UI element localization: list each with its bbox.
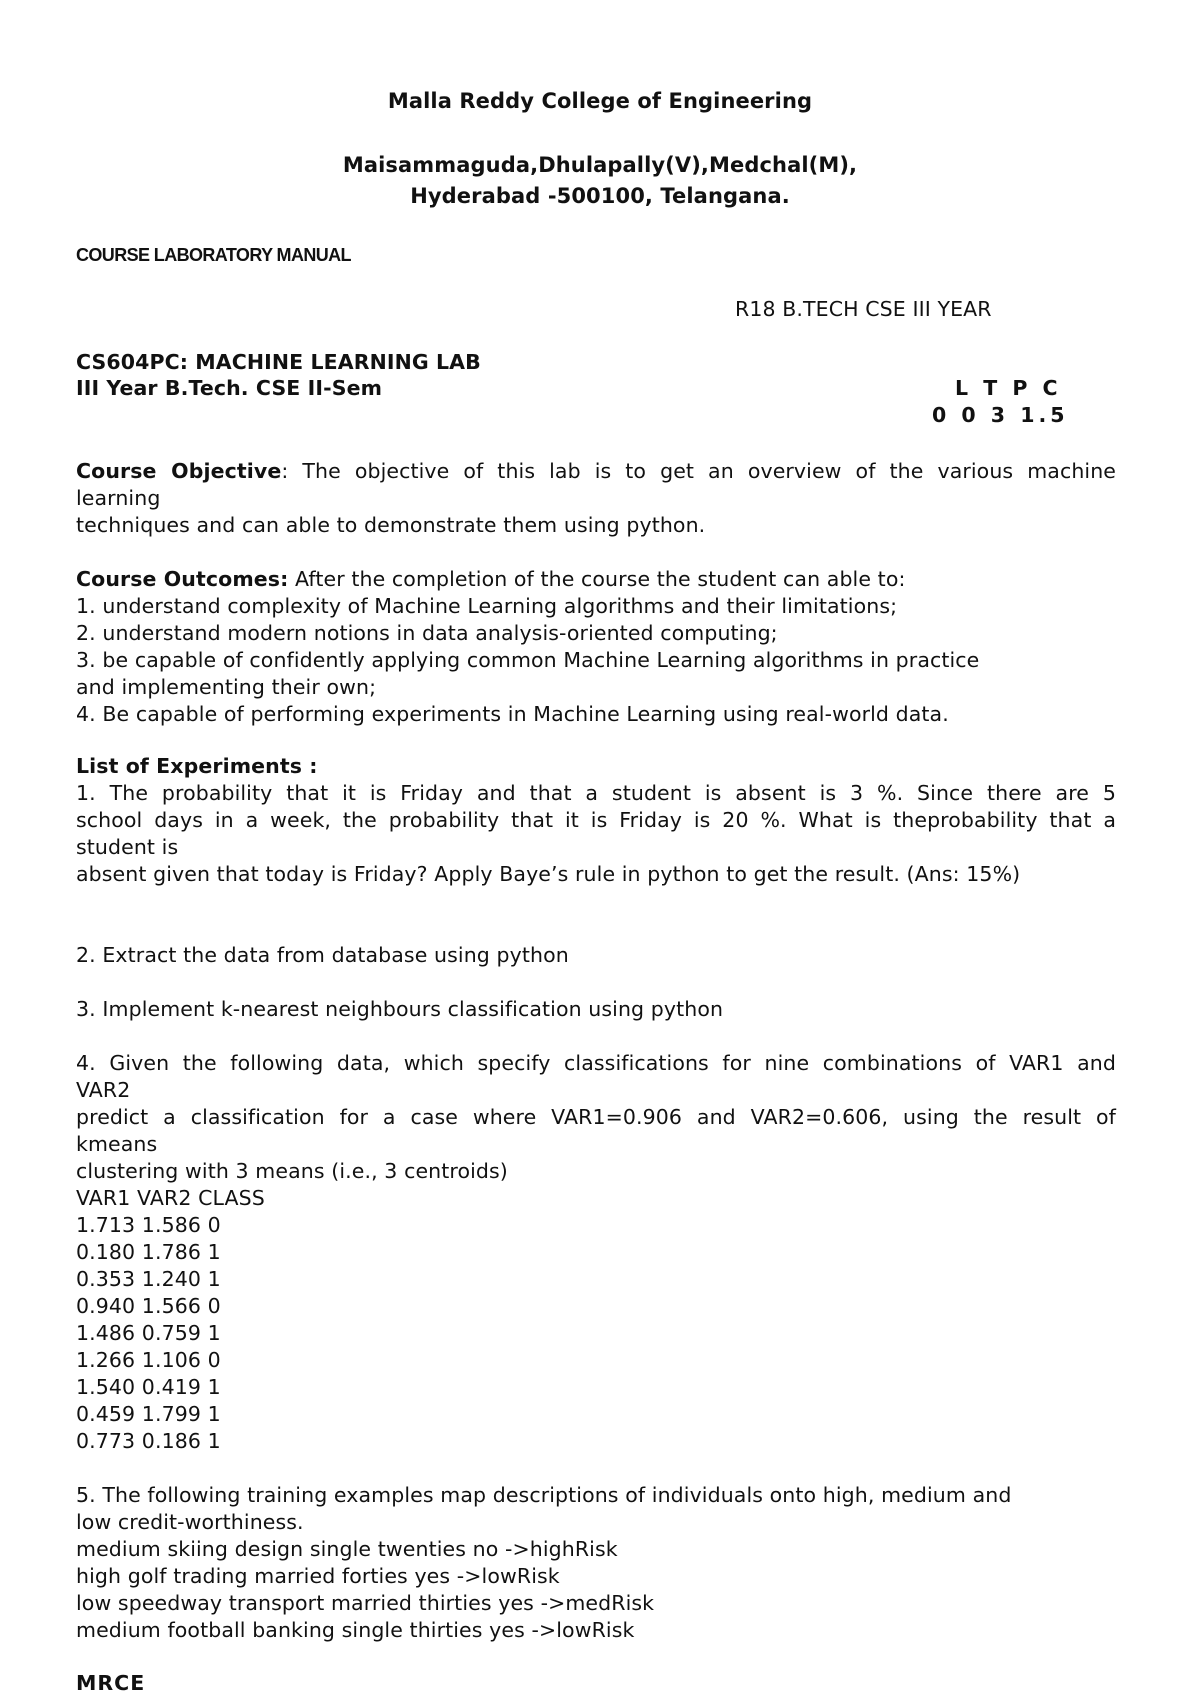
outcome-item: and implementing their own;	[76, 675, 377, 699]
experiment-4-line: VAR2	[76, 1078, 131, 1102]
college-name: Malla Reddy College of Engineering	[387, 89, 813, 113]
outcome-item: 2. understand modern notions in data analysis-oriented computing;	[76, 621, 778, 645]
outcome-item: 4. Be capable of performing experiments in Machine Learning using real-world data.	[76, 702, 949, 726]
objective-label: Course Objective	[76, 459, 282, 483]
experiment-3: 3. Implement k-nearest neighbours classification using python	[76, 997, 724, 1021]
course-title: CS604PC: MACHINE LEARNING LAB	[76, 350, 481, 374]
data-table-row: 1.266 1.106 0	[76, 1348, 221, 1372]
experiment-5-line: low speedway transport married thirties yes ->medRisk	[76, 1591, 655, 1615]
data-table-row: 1.540 0.419 1	[76, 1375, 221, 1399]
data-table-row: 0.180 1.786 1	[76, 1240, 221, 1264]
experiments-heading: List of Experiments :	[76, 754, 318, 778]
data-table-row: 0.459 1.799 1	[76, 1402, 221, 1426]
experiment-5-line: 5. The following training examples map descriptions of individuals onto high, medium and	[76, 1483, 1012, 1507]
course-objective-line1	[76, 458, 1116, 485]
regulation-label: R18 B.TECH CSE III YEAR	[735, 297, 992, 321]
outcomes-label: Course Outcomes:	[76, 567, 289, 591]
data-table-header: VAR1 VAR2 CLASS	[76, 1186, 265, 1210]
experiment-4-line: predict a classification for a case where VAR1=0.906 and VAR2=0.606, using the result of	[76, 1105, 1116, 1129]
outcome-item: 3. be capable of confidently applying common Machine Learning algorithms in practice	[76, 648, 980, 672]
experiment-1-line: 1. The probability that it is Friday and that a student is absent is 3 %. Since there are 5	[76, 781, 1116, 805]
data-table-row: 1.713 1.586 0	[76, 1213, 221, 1237]
experiment-5-line: high golf trading married forties yes ->lowRisk	[76, 1564, 560, 1588]
experiment-5-line: low credit-worthiness.	[76, 1510, 304, 1534]
objective-line2: learning	[76, 486, 161, 510]
address-line-2: Hyderabad -500100, Telangana.	[410, 184, 790, 208]
ltpc-values: 0 0 3 1.5	[932, 403, 1069, 427]
experiment-1-line: student is	[76, 835, 179, 859]
outcomes-intro: After the completion of the course the student can able to:	[288, 567, 906, 591]
objective-text: : The objective of this lab is to get an overview of the various machine	[281, 459, 1117, 483]
manual-label: COURSE LABORATORY MANUAL	[76, 245, 351, 265]
experiment-1-line: absent given that today is Friday? Apply Baye’s rule in python to get the result. (Ans: 15%)	[76, 862, 1021, 886]
data-table-row: 0.353 1.240 1	[76, 1267, 221, 1291]
objective-line3: techniques and can able to demonstrate them using python.	[76, 513, 706, 537]
experiment-4-line: clustering with 3 means (i.e., 3 centroids)	[76, 1159, 508, 1183]
address-line-1: Maisammaguda,Dhulapally(V),Medchal(M),	[342, 153, 858, 177]
data-table-row: 0.940 1.566 0	[76, 1294, 221, 1318]
ltpc-header: L T P C	[955, 376, 1062, 400]
experiment-4-line: kmeans	[76, 1132, 158, 1156]
data-table-row: 1.486 0.759 1	[76, 1321, 221, 1345]
outcomes-heading	[76, 566, 905, 593]
experiment-1-line: school days in a week, the probability that it is Friday is 20 %. What is theprobability that a	[76, 808, 1116, 832]
footer-mark: MRCE	[76, 1671, 146, 1695]
experiment-2: 2. Extract the data from database using python	[76, 943, 569, 967]
outcome-item: 1. understand complexity of Machine Learning algorithms and their limitations;	[76, 594, 898, 618]
semester-label: III Year B.Tech. CSE II-Sem	[76, 376, 383, 400]
experiment-5-line: medium skiing design single twenties no ->highRisk	[76, 1537, 618, 1561]
experiment-5-line: medium football banking single thirties yes ->lowRisk	[76, 1618, 635, 1642]
experiment-4-line: 4. Given the following data, which specify classifications for nine combinations of VAR1 and	[76, 1051, 1116, 1075]
data-table-row: 0.773 0.186 1	[76, 1429, 221, 1453]
